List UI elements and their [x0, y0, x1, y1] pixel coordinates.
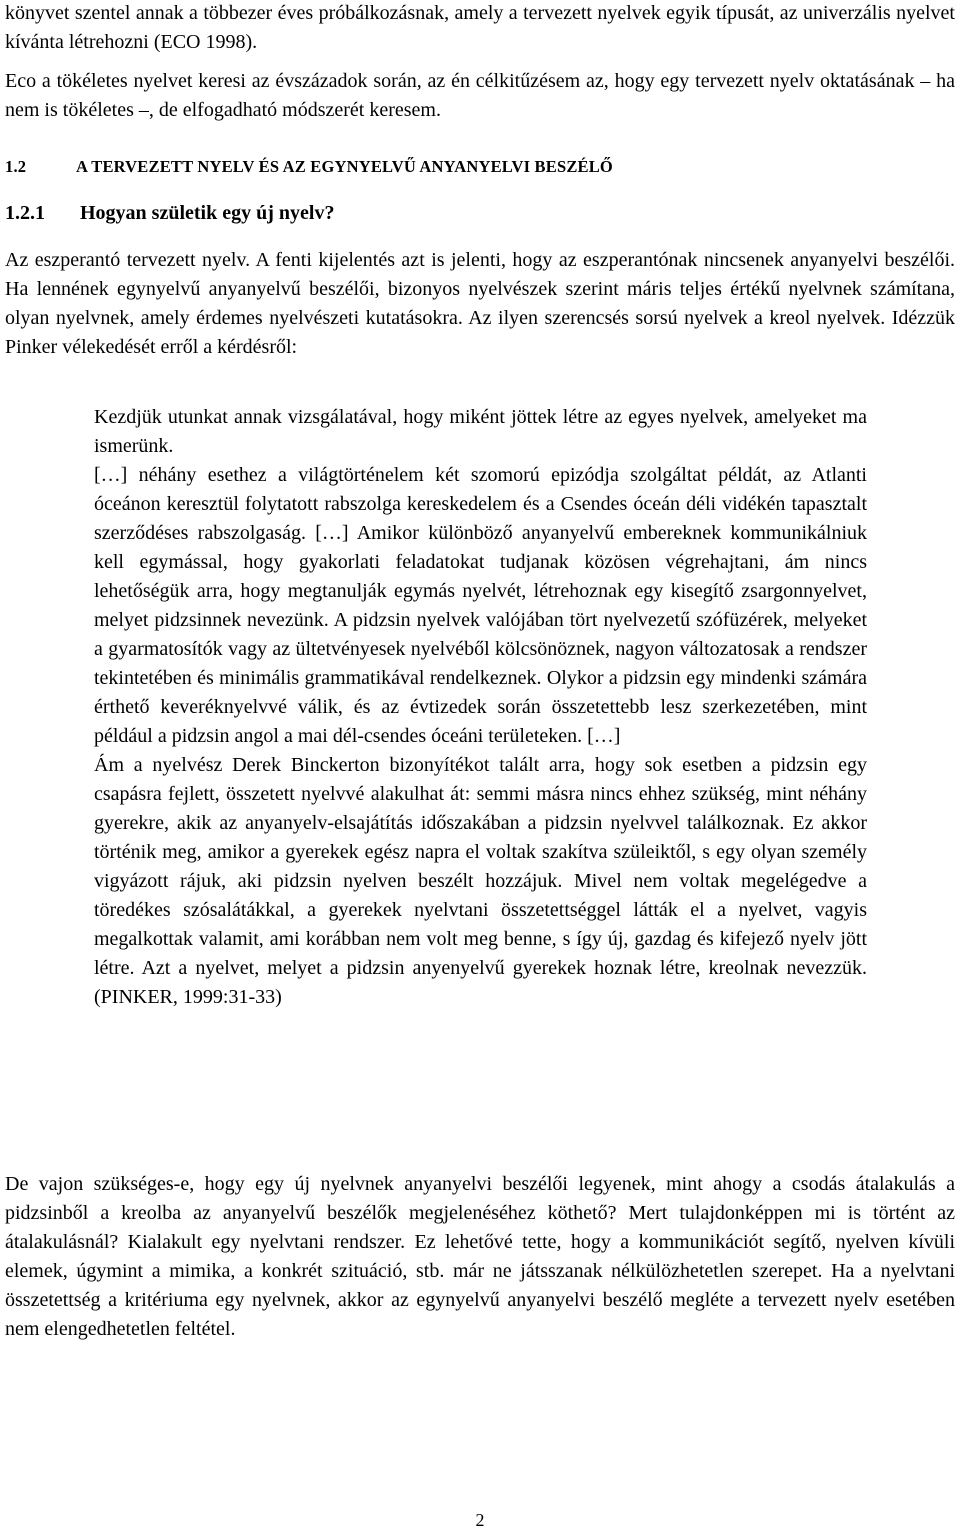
subsection-number: 1.2.1 [5, 202, 45, 224]
section-heading [5, 157, 955, 177]
quote-paragraph: […] néhány esethez a világtörténelem két szomorú epizódja szolgáltat példát, az Atlanti óceánon keresztül folytatott rabszolga kereskedelem és a Csendes óceán déli vidékén tapasztalt szerződéses rabszolgaság. […] Amikor különböző anyanyelvű embereknek kommunikálniuk kell egymással, hogy gyakorlati feladatokat tudjanak közösen végrehajtani, ám nincs lehetőségük arra, hogy megtanulják egymás nyelvét, létrehoznak egy kisegítő zsargonnyelvet, melyet pidzsinnek nevezünk. A pidzsin nyelvek valójában tört nyelvezetű szófüzérek, melyeket a gyarmatosítók vagy az ültetvényesek nyelvéből kölcsönöznek, nagyon változatosak a rendszer tekintetében és minimális grammatikával rendelkeznek. Olykor a pidzsin egy mindenki számára érthető keveréknyelvvé válik, és az évtizedek során összetettebb lesz szerkezetében, mint például a pidzsin angol a mai dél-csendes óceáni területeken. […] [94, 464, 867, 747]
intro-paragraph: könyvet szentel annak a többezer éves próbálkozásnak, amely a tervezett nyelvek egyik típusát, az univerzális nyelvet kívánta létrehozni (ECO 1998). [5, 2, 955, 53]
body-paragraph: Az eszperantó tervezett nyelv. A fenti kijelentés azt is jelenti, hogy az eszperantónak nincsenek anyanyelvi beszélői. Ha lennének egynyelvű anyanyelvű beszélői, bizonyos nyelvészek szerint máris teljes értékű nyelvnek számítana, olyan nyelvnek, amely érdemes nyelvészeti kutatásokra. Az ilyen szerencsés sorsú nyelvek a kreol nyelvek. Idézzük Pinker vélekedését erről a kérdésről: [5, 249, 955, 358]
subsection-title: Hogyan születik egy új nyelv? [80, 202, 335, 224]
subsection-heading [5, 199, 955, 229]
section-number: 1.2 [5, 157, 27, 176]
section-title: A TERVEZETT NYELV ÉS AZ EGYNYELVŰ ANYANYELVI BESZÉLŐ [76, 157, 613, 176]
intro-paragraph-eco: Eco a tökéletes nyelvet keresi az évszázadok során, az én célkitűzésem az, hogy egy tervezett nyelv oktatásának – ha nem is tökéletes –, de elfogadható módszerét keresem. [5, 70, 955, 121]
page-number: 2 [475, 1510, 485, 1530]
quote-paragraph: Kezdjük utunkat annak vizsgálatával, hogy miként jöttek létre az egyes nyelvek, amelyeket ma ismerünk. [94, 406, 867, 457]
block-quote [5, 403, 955, 1012]
closing-paragraph: De vajon szükséges-e, hogy egy új nyelvnek anyanyelvi beszélői legyenek, mint ahogy a csodás átalakulás a pidzsinből a kreolba az anyanyelvű beszélők megjelenéséhez köthető? Mert tulajdonképpen mi is történt az átalakulásnál? Kialakult egy nyelvtani rendszer. Ez lehetővé tette, hogy a kommunikációt segítő, nyelven kívüli elemek, úgymint a mimika, a konkrét szituáció, stb. már ne játsszanak nélkülözhetetlen szerepet. Ha a nyelvtani összetettség a kritériuma egy nyelvnek, akkor az egynyelvű anyanyelvi beszélő megléte a tervezett nyelv esetében nem elengedhetetlen feltétel. [5, 1173, 955, 1340]
quote-paragraph: Ám a nyelvész Derek Binckerton bizonyítékot talált arra, hogy sok esetben a pidzsin egy csapásra fejlett, összetett nyelvvé alakulhat át: semmi másra nincs ehhez szükség, mint néhány gyerekre, akik az anyanyelv-elsajátítás időszakában a pidzsin nyelvvel találkoznak. Ez akkor történik meg, amikor a gyerekek egész napra el voltak szakítva szüleiktől, s egy olyan személy vigyázott rájuk, aki pidzsin nyelven beszélt hozzájuk. Mivel nem voltak megelégedve a töredékes szósalátákkal, a gyerekek nyelvtani összetettséggel látták el a nyelvet, vagyis megalkottak valamit, ami korábban nem volt meg benne, s így új, gazdag és kifejező nyelv jött létre. Azt a nyelvet, melyet a pidzsin anyenyelvű gyerekek hoznak létre, kreolnak nevezzük. (PINKER, 1999:31-33) [94, 754, 867, 1008]
